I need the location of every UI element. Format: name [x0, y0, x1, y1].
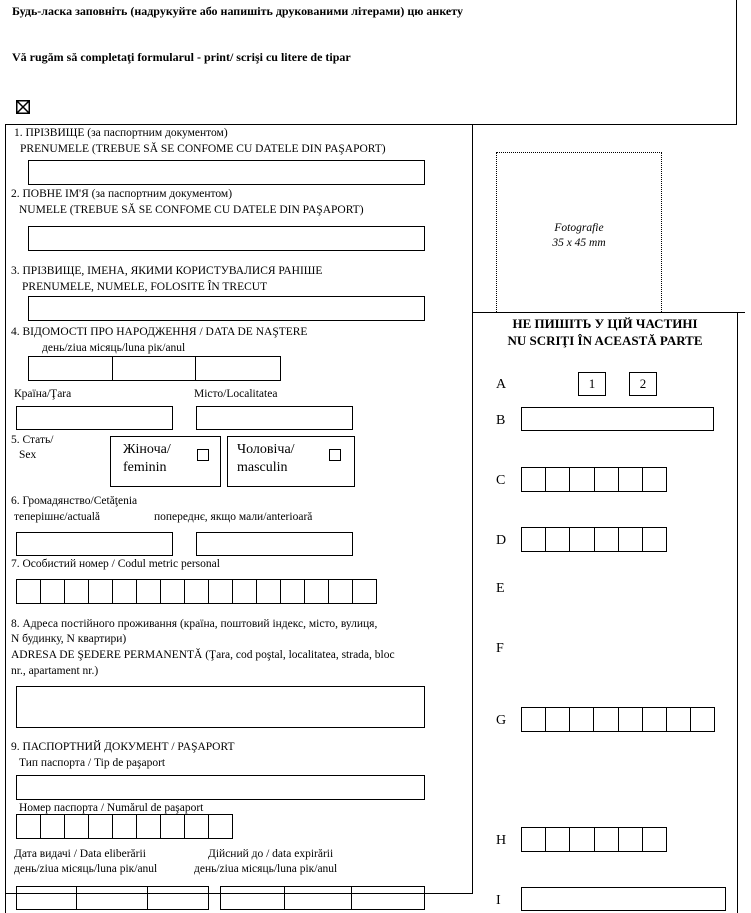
sex-label-ua: 5. Стать/ [11, 434, 54, 446]
given-name-label-ro: NUMELE (TREBUE SĂ SE CONFOME CU DATELE DIN PAŞAPORT) [19, 204, 364, 216]
header-right-border [736, 0, 737, 124]
header-bottom-border [5, 124, 737, 125]
office-letter-b: B [496, 413, 506, 428]
expiry-year-cell[interactable] [352, 887, 425, 909]
personal-code-cell[interactable] [65, 580, 89, 603]
expiry-month-cell[interactable] [285, 887, 353, 909]
office-cell-h[interactable] [546, 828, 570, 851]
personal-code-cell[interactable] [137, 580, 161, 603]
birth-city-label: Місто/Localitatea [194, 388, 278, 400]
sex-female-option[interactable] [110, 436, 221, 487]
office-cell-c[interactable] [522, 468, 546, 491]
personal-code-cell[interactable] [113, 580, 137, 603]
office-cells-c[interactable] [521, 467, 667, 492]
office-letter-c: C [496, 473, 506, 488]
instruction-ro: Vă rugăm să completaţi formularul - print/ scrişi cu litere de tipar [12, 50, 351, 64]
instruction-ua: Будь-ласка заповніть (надрукуйте або напишіть друкованими літерами) цю анкету [12, 4, 463, 18]
office-letter-e: E [496, 581, 505, 596]
office-cell-h[interactable] [643, 828, 667, 851]
office-cell-g[interactable] [594, 708, 618, 731]
personal-code-cell[interactable] [353, 580, 377, 603]
issue-year-cell[interactable] [148, 887, 209, 909]
passport-number-cell[interactable] [89, 815, 113, 838]
office-box-1[interactable]: 1 [578, 372, 606, 396]
office-cell-g[interactable] [691, 708, 715, 731]
citizenship-previous-field[interactable] [196, 532, 353, 556]
birth-day-cell[interactable] [29, 357, 113, 380]
office-cell-g[interactable] [619, 708, 643, 731]
birth-city-field[interactable] [196, 406, 353, 430]
former-names-label-ua: 3. ПРІЗВИЩЕ, ІМЕНА, ЯКИМИ КОРИСТУВАЛИСЯ РАНІШЕ [11, 265, 323, 277]
office-cell-g[interactable] [522, 708, 546, 731]
citizenship-label: 6. Громадянство/Cetăţenia [11, 495, 138, 507]
expiry-date-format: день/ziua місяць/luna рік/anul [194, 863, 338, 875]
office-letter-a: A [496, 377, 507, 392]
birth-date-format: день/ziua місяць/luna рік/anul [42, 342, 186, 354]
office-cell-d[interactable] [619, 528, 643, 551]
expiry-date-label: Дійсний до / data expirării [208, 848, 334, 860]
office-cells-g[interactable] [521, 707, 715, 732]
sex-label-ro: Sex [19, 449, 37, 461]
passport-type-label: Тип паспорта / Tip de paşaport [19, 757, 166, 769]
office-top-border [472, 312, 745, 313]
personal-code-cell[interactable] [281, 580, 305, 603]
former-names-field[interactable] [28, 296, 425, 321]
citizenship-current-label: теперішнє/actuală [14, 511, 101, 523]
passport-type-field[interactable] [16, 775, 425, 800]
male-label-ro: masculin [237, 460, 288, 475]
office-cell-c[interactable] [570, 468, 594, 491]
crossed-box-icon [16, 100, 30, 114]
personal-code-cell[interactable] [41, 580, 65, 603]
office-cell-c[interactable] [619, 468, 643, 491]
office-cell-d[interactable] [570, 528, 594, 551]
office-cell-g[interactable] [546, 708, 570, 731]
office-cells-h[interactable] [521, 827, 667, 852]
passport-number-cell[interactable] [113, 815, 137, 838]
office-letter-i: I [496, 893, 501, 908]
passport-number-cells[interactable] [16, 814, 233, 839]
office-cell-c[interactable] [546, 468, 570, 491]
office-cell-h[interactable] [619, 828, 643, 851]
office-cell-g[interactable] [667, 708, 691, 731]
issue-date-label: Дата видачі / Data eliberării [14, 848, 146, 860]
citizenship-previous-label: попереднє, якщо мали/anterioară [154, 511, 313, 523]
expiry-day-cell[interactable] [221, 887, 285, 909]
surname-label-ua: 1. ПРІЗВИЩЕ (за паспортним документом) [14, 127, 228, 139]
office-cells-d[interactable] [521, 527, 667, 552]
office-cell-d[interactable] [546, 528, 570, 551]
expiry-date-cells[interactable] [220, 886, 425, 910]
birth-date-cells[interactable] [28, 356, 281, 381]
passport-number-cell[interactable] [65, 815, 89, 838]
birth-country-label: Країна/Ţara [14, 388, 72, 400]
citizenship-current-field[interactable] [16, 532, 173, 556]
office-cell-h[interactable] [522, 828, 546, 851]
office-cell-c[interactable] [595, 468, 619, 491]
given-name-label-ua: 2. ПОВНЕ ІМ'Я (за паспортним документом) [11, 188, 233, 200]
address-field[interactable] [16, 686, 425, 728]
office-letter-d: D [496, 533, 507, 548]
personal-code-cell[interactable] [329, 580, 353, 603]
office-field-b[interactable] [521, 407, 714, 431]
form-column-divider [472, 124, 473, 894]
office-cell-h[interactable] [595, 828, 619, 851]
female-label-ua: Жіноча/ [123, 442, 171, 457]
issue-month-cell[interactable] [77, 887, 149, 909]
personal-code-cell[interactable] [257, 580, 281, 603]
male-label-ua: Чоловіча/ [237, 442, 295, 457]
personal-code-cell[interactable] [161, 580, 185, 603]
personal-code-cell[interactable] [185, 580, 209, 603]
office-letter-f: F [496, 641, 504, 656]
office-cell-g[interactable] [570, 708, 594, 731]
passport-number-label: Номер паспорта / Numărul de paşaport [19, 802, 204, 814]
issue-day-cell[interactable] [17, 887, 77, 909]
birth-month-cell[interactable] [113, 357, 197, 380]
passport-number-cell[interactable] [41, 815, 65, 838]
female-label-ro: feminin [123, 460, 167, 475]
office-cell-g[interactable] [643, 708, 667, 731]
male-checkbox[interactable] [329, 449, 341, 461]
office-cell-d[interactable] [595, 528, 619, 551]
personal-code-cell[interactable] [17, 580, 41, 603]
issue-date-format: день/ziua місяць/luna рік/anul [14, 863, 158, 875]
birth-country-field[interactable] [16, 406, 173, 430]
passport-label: 9. ПАСПОРТНИЙ ДОКУМЕНТ / PAŞAPORT [11, 741, 235, 753]
address-label-ua-2: N будинку, N квартири) [11, 633, 127, 645]
passport-number-cell[interactable] [161, 815, 185, 838]
office-letter-h: H [496, 833, 507, 848]
personal-code-label: 7. Особистий номер / Codul metric personal [11, 558, 220, 570]
address-label-ro-1: ADRESA DE ŞEDERE PERMANENTĂ (Ţara, cod poştal, localitatea, strada, bloc [11, 649, 395, 661]
given-name-field[interactable] [28, 226, 425, 251]
photo-size: 35 x 45 mm [552, 237, 606, 249]
office-cell-c[interactable] [643, 468, 667, 491]
address-label-ua-1: 8. Адреса постійного проживання (країна, поштовий індекс, місто, вулиця, [11, 618, 378, 630]
surname-field[interactable] [28, 160, 425, 185]
office-right-border [737, 312, 738, 913]
office-title-ua: НЕ ПИШІТЬ У ЦІЙ ЧАСТИНІ [512, 316, 698, 331]
personal-code-cell[interactable] [305, 580, 329, 603]
address-label-ro-2: nr., apartament nr.) [11, 665, 99, 677]
birth-year-cell[interactable] [196, 357, 281, 380]
personal-code-cell[interactable] [89, 580, 113, 603]
office-field-i[interactable] [521, 887, 726, 911]
passport-number-cell[interactable] [137, 815, 161, 838]
office-cell-d[interactable] [643, 528, 667, 551]
passport-number-cell[interactable] [17, 815, 41, 838]
office-title-ro: NU SCRIŢI ÎN ACEASTĂ PARTE [507, 333, 703, 348]
female-checkbox[interactable] [197, 449, 209, 461]
issue-date-cells[interactable] [16, 886, 209, 910]
sex-male-option[interactable] [227, 436, 355, 487]
form-left-border [5, 124, 6, 913]
photo-label: Fotografie [554, 222, 604, 234]
office-box-2[interactable]: 2 [629, 372, 657, 396]
passport-number-cell[interactable] [185, 815, 209, 838]
office-cell-d[interactable] [522, 528, 546, 551]
photo-placeholder [496, 152, 662, 312]
surname-label-ro: PRENUMELE (TREBUE SĂ SE CONFOME CU DATELE DIN PAŞAPORT) [20, 143, 386, 155]
personal-code-cell[interactable] [233, 580, 257, 603]
personal-code-cell[interactable] [209, 580, 233, 603]
office-letter-g: G [496, 713, 507, 728]
personal-code-cells[interactable] [16, 579, 377, 604]
birth-label: 4. ВІДОМОСТІ ПРО НАРОДЖЕННЯ / DATA DE NAŞTERE [11, 326, 308, 338]
passport-number-cell[interactable] [209, 815, 233, 838]
former-names-label-ro: PRENUMELE, NUMELE, FOLOSITE ÎN TRECUT [22, 281, 268, 293]
office-cell-h[interactable] [570, 828, 594, 851]
